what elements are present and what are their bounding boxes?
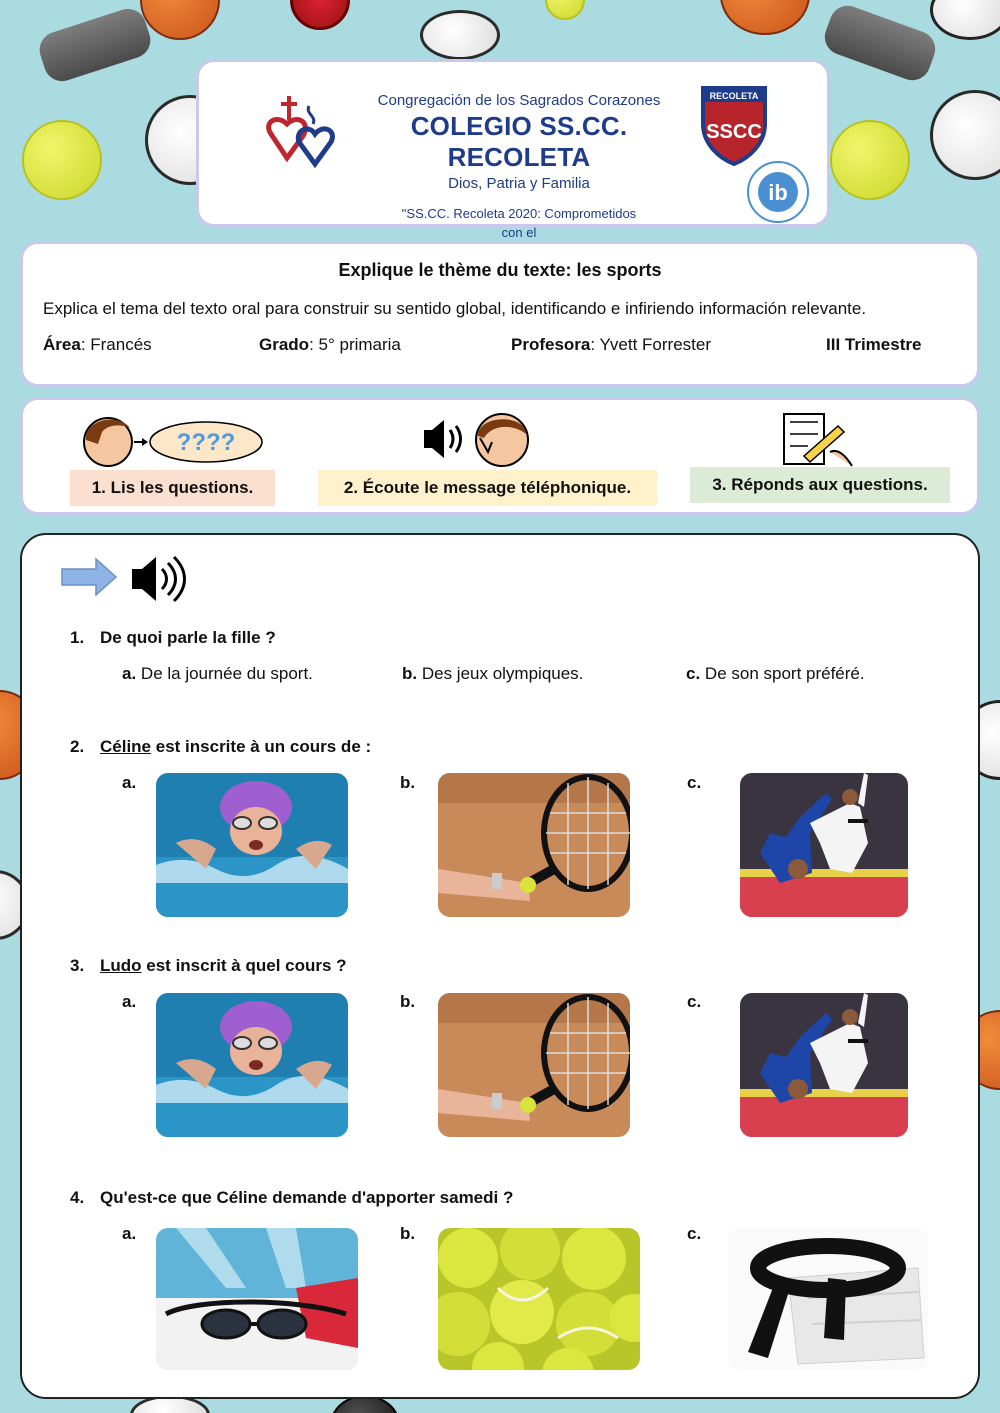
coin-icon <box>545 0 585 20</box>
speaker-icon <box>132 557 156 601</box>
q4-judo-belt-image[interactable] <box>728 1228 928 1370</box>
listening-icon <box>418 408 538 470</box>
school-shield-logo <box>699 84 769 166</box>
q3-letter-b: b. <box>400 992 416 1011</box>
q2-swimming-image[interactable] <box>156 773 348 917</box>
step-3-answer-questions: 3. Réponds aux questions. <box>690 467 950 503</box>
q3-letter-a: a. <box>122 992 137 1011</box>
writing-answers-icon <box>778 412 858 468</box>
play-audio-button[interactable] <box>60 551 190 607</box>
school-header <box>196 59 830 240</box>
q4-letter-b: b. <box>400 1224 416 1243</box>
lesson-info-panel <box>20 241 980 387</box>
exercise-panel <box>20 533 980 1399</box>
question-4: 4. Qu'est-ce que Céline demande d'apporter samedi ? <box>70 1188 514 1207</box>
lesson-description: Explica el tema del texto oral para construir su sentido global, identificando e infiriendo información relevante. <box>43 299 867 318</box>
school-motto: Dios, Patria y Familia <box>448 175 590 192</box>
area-field: Área: Francés <box>43 335 152 354</box>
red-ball-icon <box>290 0 350 30</box>
tennis-ball-icon <box>22 120 102 200</box>
term-field: III Trimestre <box>826 335 922 354</box>
q4-letter-c: c. <box>687 1224 702 1243</box>
question-1: 1. De quoi parle la fille ? <box>70 628 276 647</box>
basketball-icon <box>140 0 220 40</box>
q2-letter-c: c. <box>687 773 702 792</box>
svg-text:????: ???? <box>176 429 236 456</box>
q1-option-b[interactable]: b. Des jeux olympiques. <box>402 664 584 683</box>
school-name: COLEGIO SS.CC. RECOLETA <box>410 111 628 172</box>
congregation-name: Congregación de los Sagrados Corazones <box>377 92 661 109</box>
ib-logo <box>743 157 813 227</box>
question-2: 2. Céline est inscrite à un cours de : <box>70 737 372 756</box>
arrow-right-icon <box>62 559 116 595</box>
svg-text:SSCC: SSCC <box>706 121 762 143</box>
svg-text:ib: ib <box>768 180 788 205</box>
lesson-title: Explique le thème du texte: les sports <box>338 260 662 280</box>
baseball-icon <box>420 10 500 60</box>
basketball-icon <box>720 0 810 35</box>
instruction-steps-panel <box>20 397 980 515</box>
reading-head-icon <box>78 410 268 470</box>
soccer-ball-icon <box>930 0 1000 40</box>
sacred-hearts-logo <box>259 86 349 176</box>
svg-text:RECOLETA: RECOLETA <box>709 91 759 101</box>
whistle-icon <box>35 4 155 86</box>
q1-option-a[interactable]: a. De la journée du sport. <box>122 664 313 683</box>
q3-swimming-image[interactable] <box>156 993 348 1137</box>
question-3: 3. Ludo est inscrit à quel cours ? <box>70 956 347 975</box>
q4-letter-a: a. <box>122 1224 137 1243</box>
tennis-ball-icon <box>830 120 910 200</box>
step-2-listen-message: 2. Écoute le message téléphonique. <box>318 470 657 506</box>
q2-letter-b: b. <box>400 773 416 792</box>
whistle-icon <box>820 1 940 86</box>
q3-tennis-image[interactable] <box>438 993 630 1137</box>
q2-judo-image[interactable] <box>740 773 908 917</box>
q2-tennis-image[interactable] <box>438 773 630 917</box>
step-1-read-questions: 1. Lis les questions. <box>70 470 275 506</box>
grade-field: Grado: 5° primaria <box>259 335 401 354</box>
q3-judo-image[interactable] <box>740 993 908 1137</box>
volleyball-icon <box>930 90 1000 180</box>
quote-line-1: "SS.CC. Recoleta 2020: Comprometidos con el <box>401 206 637 240</box>
q4-goggles-image[interactable] <box>156 1228 358 1370</box>
teacher-field: Profesora: Yvett Forrester <box>511 335 711 354</box>
q1-option-c[interactable]: c. De son sport préféré. <box>686 664 865 683</box>
q2-letter-a: a. <box>122 773 137 792</box>
q4-tennis-balls-image[interactable] <box>438 1228 640 1370</box>
q3-letter-c: c. <box>687 992 702 1011</box>
